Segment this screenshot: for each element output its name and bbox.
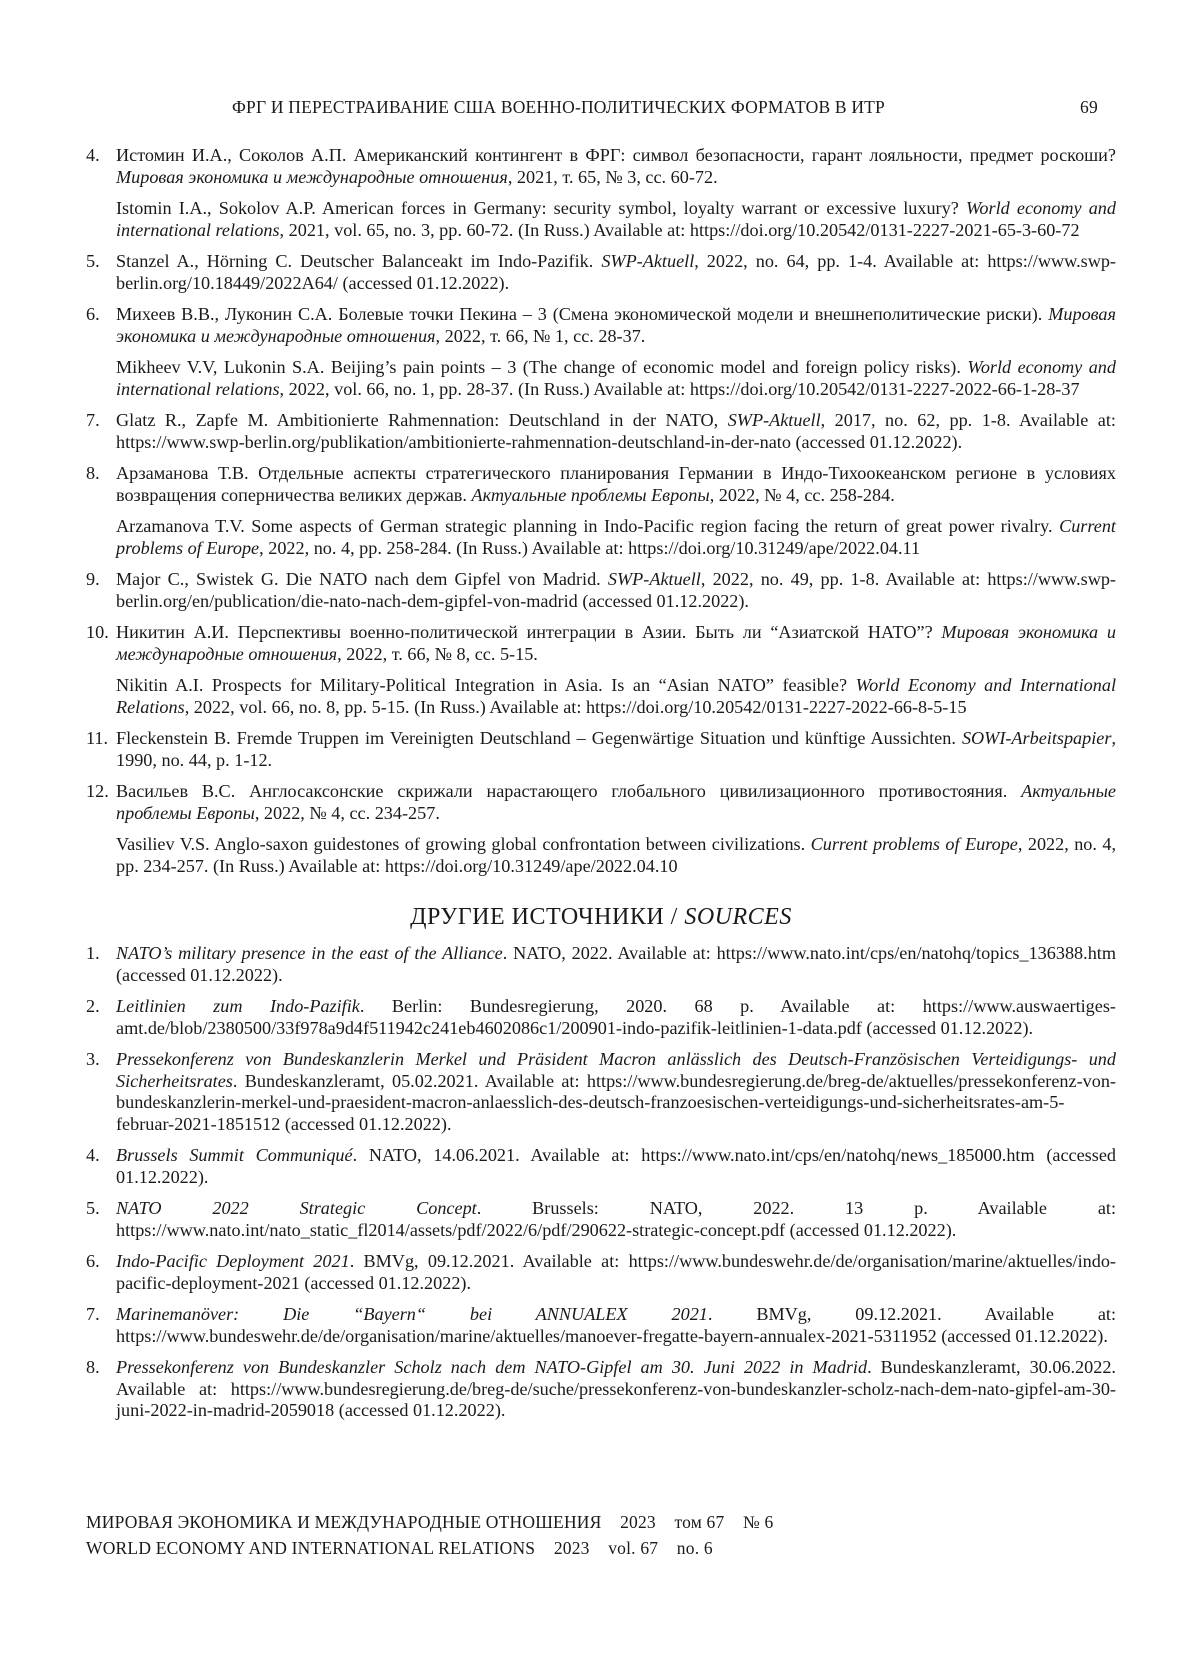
italic-title-text: World Economy and International Relations — [116, 675, 1116, 717]
italic-title-text: Marinemanöver: Die “Bayern“ bei ANNUALEX 2021 — [116, 1304, 708, 1324]
source-item — [86, 1357, 1116, 1422]
reference-item-number: 9. — [86, 569, 100, 589]
footer-journal-en: WORLD ECONOMY AND INTERNATIONAL RELATIONS — [86, 1538, 536, 1558]
source-item-paragraph — [116, 1251, 1116, 1294]
citation-text: . BMVg, 09.12.2021. Available at: https://www.bundeswehr.de/de/organisation/marine/aktuelles/indo-pacific-deployment-2021 (accessed 01.12.2022). — [116, 1251, 1116, 1293]
source-item-paragraph — [116, 1049, 1116, 1135]
reference-item-paragraph — [116, 834, 1116, 877]
reference-item-paragraph — [116, 304, 1116, 347]
reference-item — [86, 728, 1116, 771]
citation-text: Istomin I.A., Sokolov A.P. American forces in Germany: security symbol, loyalty warrant or excessive luxury? — [116, 198, 966, 218]
italic-title-text: World economy and international relations — [116, 198, 1116, 240]
citation-text: Васильев В.С. Англосаксонские скрижали нарастающего глобального цивилизационного противостояния. — [116, 781, 1022, 801]
citation-text: , 2022, vol. 66, no. 8, pp. 5-15. (In Russ.) Available at: https://doi.org/10.20542/0131-2227-2022-66-8-5-15 — [184, 696, 967, 717]
source-item — [86, 1304, 1116, 1347]
reference-item-paragraph — [116, 251, 1116, 294]
citation-text: , 2022, т. 66, № 1, сс. 28-37. — [435, 325, 646, 346]
journal-footer — [86, 1509, 787, 1561]
reference-item-paragraph — [116, 728, 1116, 771]
reference-item-number: 12. — [86, 781, 109, 801]
reference-list — [86, 145, 1116, 877]
italic-title-text: Brussels Summit Communiqué — [116, 1145, 353, 1165]
citation-text: Major C., Swistek G. Die NATO nach dem Gipfel von Madrid. — [116, 569, 608, 589]
citation-text: , 2022, no. 4, pp. 234-257. (In Russ.) Available at: https://doi.org/10.31249/ape/2022.04.10 — [116, 834, 1117, 876]
reference-item-number: 6. — [86, 304, 100, 324]
citation-text: , 2022, № 4, сс. 234-257. — [254, 802, 440, 823]
citation-text: , 2022, т. 66, № 8, сс. 5-15. — [337, 643, 538, 664]
reference-item-paragraph — [116, 675, 1116, 718]
source-item-number: 7. — [86, 1304, 100, 1324]
citation-text: Никитин А.И. Перспективы военно-политической интеграции в Азии. Быть ли “Азиатской НАТО”? — [116, 622, 942, 642]
reference-item — [86, 251, 1116, 294]
source-item — [86, 1049, 1116, 1135]
italic-title-text: NATO 2022 Strategic Concept — [116, 1198, 477, 1218]
source-item — [86, 1251, 1116, 1294]
citation-text: . NATO, 14.06.2021. Available at: https://www.nato.int/cps/en/natohq/news_185000.htm (accessed 01.12.2022). — [116, 1145, 1117, 1187]
reference-item — [86, 781, 1116, 877]
citation-text: Vasiliev V.S. Anglo-saxon guidestones of growing global confrontation between civilizations. — [116, 834, 811, 854]
source-item — [86, 1198, 1116, 1241]
source-item — [86, 1145, 1116, 1188]
citation-text: Истомин И.А., Соколов А.П. Американский контингент в ФРГ: символ безопасности, гарант лояльности, предмет роскоши? — [116, 145, 1116, 165]
section-title-en: SOURCES — [684, 904, 792, 930]
source-item-paragraph — [116, 1198, 1116, 1241]
citation-text: , 2022, no. 4, pp. 258-284. (In Russ.) Available at: https://doi.org/10.31249/ape/2022.04.11 — [259, 537, 921, 558]
reference-item-paragraph — [116, 410, 1116, 453]
italic-title-text: Актуальные проблемы Европы — [116, 781, 1116, 823]
source-item-number: 4. — [86, 1145, 100, 1165]
footer-volume-ru: том 67 — [674, 1512, 725, 1532]
source-item — [86, 943, 1116, 986]
reference-item — [86, 304, 1116, 400]
citation-text: , 2022, no. 49, pp. 1-8. Available at: https://www.swp-berlin.org/en/publication/die-nato-nach-dem-gipfel-von-madrid (accessed 01.12.2022). — [116, 569, 1116, 611]
italic-title-text: Актуальные проблемы Европы — [471, 484, 710, 505]
source-item-number: 1. — [86, 943, 100, 963]
source-item-number: 3. — [86, 1049, 100, 1069]
citation-text: Арзаманова Т.В. Отдельные аспекты стратегического планирования Германии в Индо-Тихоокеанском регионе в условиях возвращения соперничества великих держав. — [116, 463, 1116, 505]
reference-item-number: 8. — [86, 463, 100, 483]
reference-item-paragraph — [116, 198, 1116, 241]
citation-text: , 2021, vol. 65, no. 3, pp. 60-72. (In Russ.) Available at: https://doi.org/10.20542/0131-2227-2021-65-3-60-72 — [279, 219, 1080, 240]
footer-issue-en: no. 6 — [676, 1538, 713, 1558]
citation-text: Stanzel A., Hörning C. Deutscher Balanceakt im Indo-Pazifik. — [116, 251, 602, 271]
source-item-paragraph — [116, 943, 1116, 986]
running-title: ФРГ И ПЕРЕСТРАИВАНИЕ США ВОЕННО-ПОЛИТИЧЕСКИХ ФОРМАТОВ В ИТР — [232, 97, 885, 117]
citation-text: . Berlin: Bundesregierung, 2020. 68 p. Available at: https://www.auswaertiges-amt.de/blob/2380500/33f978a9d4f511942c241eb4602086c1/200901-indo-pazifik-leitlinien-1-data.pdf (accessed 01.12.2022). — [116, 996, 1116, 1038]
sources-list — [86, 943, 1116, 1422]
italic-title-text: Current problems of Europe — [810, 834, 1018, 854]
italic-title-text: SWP-Aktuell — [601, 251, 695, 271]
italic-title-text: Мировая экономика и международные отношения — [116, 304, 1116, 346]
italic-title-text: Leitlinien zum Indo-Pazifik — [116, 996, 360, 1016]
reference-item-paragraph — [116, 569, 1116, 612]
citation-text: Nikitin A.I. Prospects for Military-Political Integration in Asia. Is an “Asian NATO” feasible? — [116, 675, 856, 695]
footer-line-en — [86, 1535, 787, 1561]
citation-text: . Bundeskanzleramt, 05.02.2021. Available at: https://www.bundesregierung.de/breg-de/aktuelles/pressekonferenz-von-bundeskanzlerin-merkel-und-praesident-macron-anlaesslich-des-deutsch-franzoesischen-verteidigungs-und-sicherheitsrates-am-5-februar-2021-1851512 (accessed 01.12.2022). — [116, 1070, 1116, 1134]
citation-text: , 2022, vol. 66, no. 1, pp. 28-37. (In Russ.) Available at: https://doi.org/10.20542/0131-2227-2022-66-1-28-37 — [279, 378, 1080, 399]
reference-item-paragraph — [116, 145, 1116, 188]
citation-text: , 2021, т. 65, № 3, сс. 60-72. — [507, 166, 718, 187]
italic-title-text: Current problems of Europe — [116, 516, 1116, 558]
reference-item — [86, 463, 1116, 559]
section-title-separator: / — [670, 904, 678, 930]
reference-item — [86, 569, 1116, 612]
italic-title-text: Pressekonferenz von Bundeskanzlerin Merkel und Präsident Macron anlässlich des Deutsch-Französischen Verteidigungs- und Sicherheitsrates — [116, 1049, 1116, 1091]
footer-issue-ru: № 6 — [743, 1512, 774, 1532]
italic-title-text: SWP-Aktuell — [607, 569, 701, 589]
citation-text: , 2022, № 4, сс. 258-284. — [709, 484, 895, 505]
footer-journal-ru: МИРОВАЯ ЭКОНОМИКА И МЕЖДУНАРОДНЫЕ ОТНОШЕНИЯ — [86, 1512, 602, 1532]
source-item — [86, 996, 1116, 1039]
source-item-paragraph — [116, 1145, 1116, 1188]
citation-text: Fleckenstein B. Fremde Truppen im Vereinigten Deutschland – Gegenwärtige Situation und künftige Aussichten. — [116, 728, 962, 748]
italic-title-text: Мировая экономика и международные отношения — [116, 166, 508, 187]
citation-text: Михеев В.В., Луконин С.А. Болевые точки Пекина – 3 (Смена экономической модели и внешнеполитические риски). — [116, 304, 1049, 324]
reference-item-paragraph — [116, 622, 1116, 665]
reference-item-number: 5. — [86, 251, 100, 271]
reference-item-number: 4. — [86, 145, 100, 165]
source-item-number: 8. — [86, 1357, 100, 1377]
source-item-paragraph — [116, 1304, 1116, 1347]
citation-text: , 1990, no. 44, p. 1-12. — [116, 728, 1116, 770]
reference-item — [86, 622, 1116, 718]
reference-item-paragraph — [116, 516, 1116, 559]
reference-item-number: 11. — [86, 728, 109, 748]
italic-title-text: SOWI-Arbeitspapier — [961, 728, 1112, 748]
reference-item — [86, 145, 1116, 241]
section-title — [86, 903, 1116, 931]
italic-title-text: SWP-Aktuell — [727, 410, 821, 430]
reference-item-paragraph — [116, 781, 1116, 824]
citation-text: Mikheev V.V, Lukonin S.A. Beijing’s pain points – 3 (The change of economic model and foreign policy risks). — [116, 357, 968, 377]
source-item-number: 6. — [86, 1251, 100, 1271]
citation-text: Arzamanova T.V. Some aspects of German strategic planning in Indo-Pacific region facing the return of great power rivalry. — [116, 516, 1060, 536]
reference-item — [86, 410, 1116, 453]
citation-text: . NATO, 2022. Available at: https://www.nato.int/cps/en/natohq/topics_136388.htm (accessed 01.12.2022). — [116, 943, 1116, 985]
source-item-number: 5. — [86, 1198, 100, 1218]
footer-year-ru: 2023 — [620, 1512, 656, 1532]
main-content — [86, 145, 1116, 1432]
citation-text: . Brussels: NATO, 2022. 13 p. Available at: https://www.nato.int/nato_static_fl2014/assets/pdf/2022/6/pdf/290622-strategic-concept.pdf (accessed 01.12.2022). — [116, 1198, 1116, 1240]
section-title-ru: ДРУГИЕ ИСТОЧНИКИ — [410, 904, 665, 930]
italic-title-text: NATO’s military presence in the east of the Alliance — [116, 943, 503, 963]
italic-title-text: Pressekonferenz von Bundeskanzler Scholz nach dem NATO-Gipfel am 30. Juni 2022 in Madrid — [116, 1357, 868, 1377]
page-number: 69 — [1080, 97, 1098, 117]
citation-text: , 2022, no. 64, pp. 1-4. Available at: https://www.swp-berlin.org/10.18449/2022A64/ (accessed 01.12.2022). — [116, 251, 1116, 293]
footer-volume-en: vol. 67 — [608, 1538, 659, 1558]
citation-text: , 2017, no. 62, pp. 1-8. Available at: https://www.swp-berlin.org/publikation/ambitionierte-rahmennation-deutschland-in-der-nato (accessed 01.12.2022). — [116, 410, 1116, 452]
citation-text: . BMVg, 09.12.2021. Available at: https://www.bundeswehr.de/de/organisation/marine/aktuelles/manoever-fregatte-bayern-annualex-2021-5311952 (accessed 01.12.2022). — [116, 1304, 1116, 1346]
reference-item-paragraph — [116, 357, 1116, 400]
source-item-number: 2. — [86, 996, 100, 1016]
citation-text: Glatz R., Zapfe M. Ambitionierte Rahmennation: Deutschland in der NATO, — [116, 410, 728, 430]
italic-title-text: Мировая экономика и международные отношения — [116, 622, 1116, 664]
reference-item-number: 7. — [86, 410, 100, 430]
source-item-paragraph — [116, 996, 1116, 1039]
footer-line-ru — [86, 1509, 787, 1535]
italic-title-text: World economy and international relations — [116, 357, 1116, 399]
source-item-paragraph — [116, 1357, 1116, 1422]
italic-title-text: Indo-Pacific Deployment 2021 — [116, 1251, 350, 1271]
reference-item-paragraph — [116, 463, 1116, 506]
citation-text: . Bundeskanzleramt, 30.06.2022. Available at: https://www.bundesregierung.de/breg-de/suche/pressekonferenz-von-bundeskanzler-scholz-nach-dem-nato-gipfel-am-30-juni-2022-in-madrid-2059018 (accessed 01.12.2022). — [116, 1357, 1116, 1420]
footer-year-en: 2023 — [553, 1538, 590, 1558]
reference-item-number: 10. — [86, 622, 109, 642]
